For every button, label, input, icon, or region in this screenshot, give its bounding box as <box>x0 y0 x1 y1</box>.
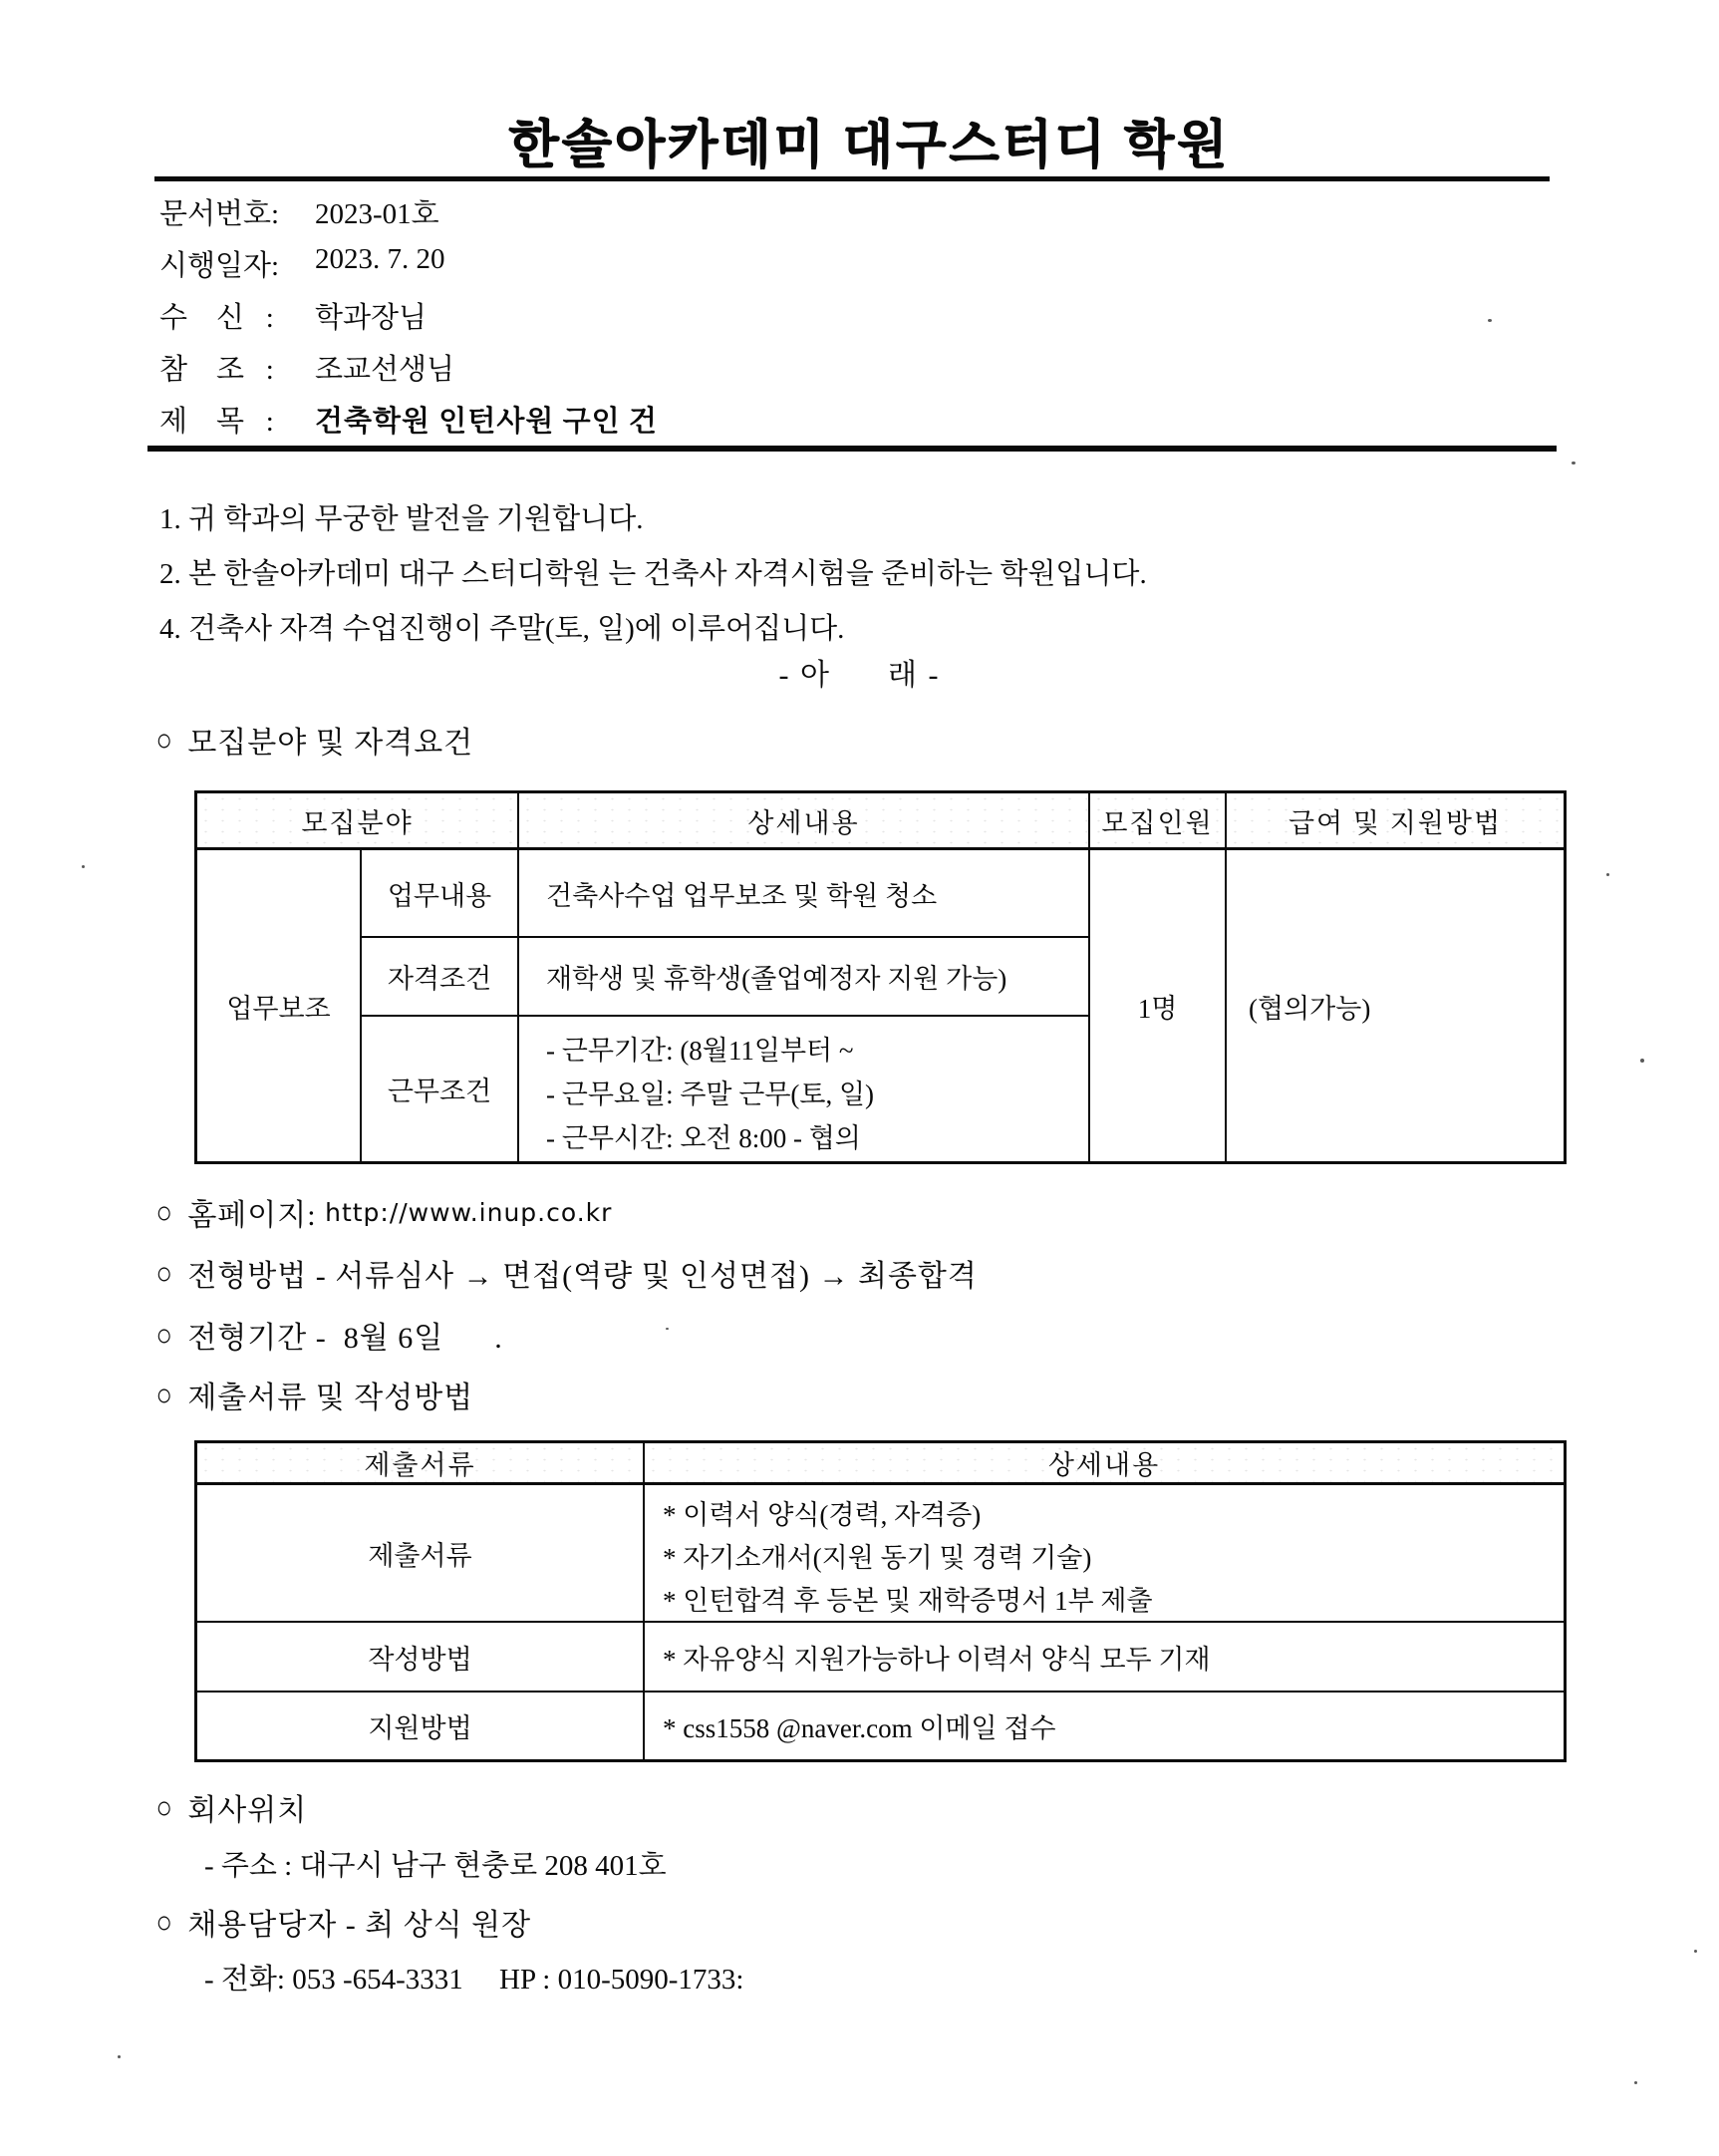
meta-label: 제 목 : <box>159 406 274 438</box>
section-heading-recruitment <box>154 718 473 762</box>
documents-lines <box>663 1484 1153 1623</box>
meta-row-subject <box>159 399 658 451</box>
circle-bullet-icon: ○ <box>155 1316 172 1353</box>
scan-speck <box>1694 1950 1697 1953</box>
document-line-cover-letter: * 자기소개서(지원 동기 및 경력 기술) <box>663 1542 1092 1573</box>
row-value-apply-method: * css1558 @naver.com 이메일 접수 <box>663 1713 1056 1743</box>
address-line: - 주소 : 대구시 남구 현충로 208 401호 <box>204 1850 667 1882</box>
scan-speck <box>666 1328 669 1330</box>
meta-value: 2023. 7. 20 <box>315 243 445 275</box>
scan-speck <box>82 865 85 868</box>
condition-line-period: - 근무기간: (8월11일부터 ~ <box>546 1035 854 1066</box>
homepage-line <box>154 1190 612 1234</box>
company-location-heading <box>154 1785 307 1829</box>
meta-value: 2023-01호 <box>315 198 439 230</box>
meta-row-cc <box>159 347 658 399</box>
circle-bullet-icon: ○ <box>155 1903 172 1940</box>
condition-line-hours: - 근무시간: 오전 8:00 - 협의 <box>546 1122 861 1153</box>
documents-section-heading <box>154 1373 473 1416</box>
homepage-url: http://www.inup.co.kr <box>325 1197 613 1227</box>
column-header-documents: 제출서류 <box>197 1443 645 1485</box>
row-label-documents: 제출서류 <box>197 1485 645 1623</box>
recruiter-label: 채용담당자 - 최 상식 원장 <box>187 1909 532 1942</box>
group-label-cell: 업무보조 <box>197 850 362 1161</box>
meta-label: 수 신 : <box>159 302 274 334</box>
section-heading-label: 모집분야 및 자격요건 <box>187 727 474 760</box>
row-label-apply-method: 지원방법 <box>197 1693 645 1759</box>
row-value-conditions <box>519 1017 1090 1161</box>
circle-bullet-icon: ○ <box>155 721 172 758</box>
meta-label: 참 조 : <box>159 354 274 386</box>
meta-value: 학과장님 <box>315 302 428 334</box>
circle-bullet-icon: ○ <box>155 1193 172 1230</box>
scan-speck <box>1640 1059 1644 1063</box>
body-line-3: 4. 건축사 자격 수업진행이 주말(토, 일)에 이루어집니다. <box>159 613 845 645</box>
circle-bullet-icon: ○ <box>155 1254 172 1291</box>
recruiter-heading <box>154 1900 531 1944</box>
selection-period-value: - 8월 6일 . <box>315 1322 503 1355</box>
selection-method-label: 전형방법 <box>187 1260 316 1293</box>
meta-label: 시행일자: <box>159 250 280 282</box>
headcount-cell: 1명 <box>1090 850 1227 1161</box>
column-header-field: 모집분야 <box>197 793 519 850</box>
documents-section-label: 제출서류 및 작성방법 <box>187 1382 474 1414</box>
row-label-duty: 업무내용 <box>362 850 519 938</box>
scan-speck <box>1572 462 1576 464</box>
row-label-writing-method: 작성방법 <box>197 1623 645 1693</box>
selection-period-label: 전형기간 <box>187 1322 316 1355</box>
meta-block <box>159 191 658 451</box>
scan-speck <box>1606 873 1609 876</box>
meta-value: 조교선생님 <box>315 354 455 386</box>
circle-bullet-icon: ○ <box>155 1788 172 1825</box>
submission-table <box>194 1440 1567 1762</box>
row-label-conditions: 근무조건 <box>362 1017 519 1161</box>
company-location-label: 회사위치 <box>187 1794 308 1827</box>
column-header-detail: 상세내용 <box>519 793 1090 850</box>
scan-speck <box>1634 2081 1637 2084</box>
row-value-duty: 건축사수업 업무보조 및 학원 청소 <box>519 850 1090 938</box>
condition-line-days: - 근무요일: 주말 근무(토, 일) <box>546 1078 875 1109</box>
row-value-documents <box>645 1485 1564 1623</box>
row-value-writing-method: * 자유양식 지원가능하나 이력서 양식 모두 기재 <box>645 1623 1564 1693</box>
title-underline-rule <box>154 176 1550 181</box>
meta-divider-rule <box>147 446 1557 452</box>
document-title: 한솔아카데미 대구스터디 학원 <box>508 118 1231 174</box>
homepage-label: 홈페이지: <box>187 1199 326 1232</box>
meta-row-date <box>159 243 658 295</box>
conditions-lines <box>546 1019 874 1160</box>
document-line-resume: * 이력서 양식(경력, 자격증) <box>663 1499 982 1530</box>
row-label-qualification: 자격조건 <box>362 938 519 1017</box>
recruitment-table <box>194 790 1567 1164</box>
body-line-1: 1. 귀 학과의 무궁한 발전을 기원합니다. <box>159 503 644 535</box>
column-header-salary: 급여 및 지원방법 <box>1227 793 1564 850</box>
selection-period-line <box>154 1313 503 1357</box>
meta-row-doc-number <box>159 191 658 243</box>
column-header-headcount: 모집인원 <box>1090 793 1227 850</box>
body-line-2: 2. 본 한솔아카데미 대구 스터디학원 는 건축사 자격시험을 준비하는 학원입니다. <box>159 558 1147 590</box>
meta-value: 건축학원 인턴사원 구인 건 <box>315 406 658 438</box>
selection-method-line <box>154 1251 978 1295</box>
arae-separator: - 아 래 - <box>778 659 941 692</box>
scan-speck <box>1488 319 1492 322</box>
selection-method-value: - 서류심사 → 면접(역량 및 인성면접) → 최종합격 <box>315 1260 978 1293</box>
row-value-qualification: 재학생 및 휴학생(졸업예정자 지원 가능) <box>519 938 1090 1017</box>
document-line-certificates: * 인턴합격 후 등본 및 재학증명서 1부 제출 <box>663 1585 1153 1616</box>
circle-bullet-icon: ○ <box>155 1376 172 1412</box>
meta-row-recipient <box>159 295 658 347</box>
column-header-detail: 상세내용 <box>645 1443 1564 1485</box>
scan-speck <box>118 2055 121 2058</box>
meta-label: 문서번호: <box>159 198 280 230</box>
phone-line: - 전화: 053 -654-3331 HP : 010-5090-1733: <box>204 1964 744 1996</box>
salary-cell: (협의가능) <box>1249 993 1371 1024</box>
